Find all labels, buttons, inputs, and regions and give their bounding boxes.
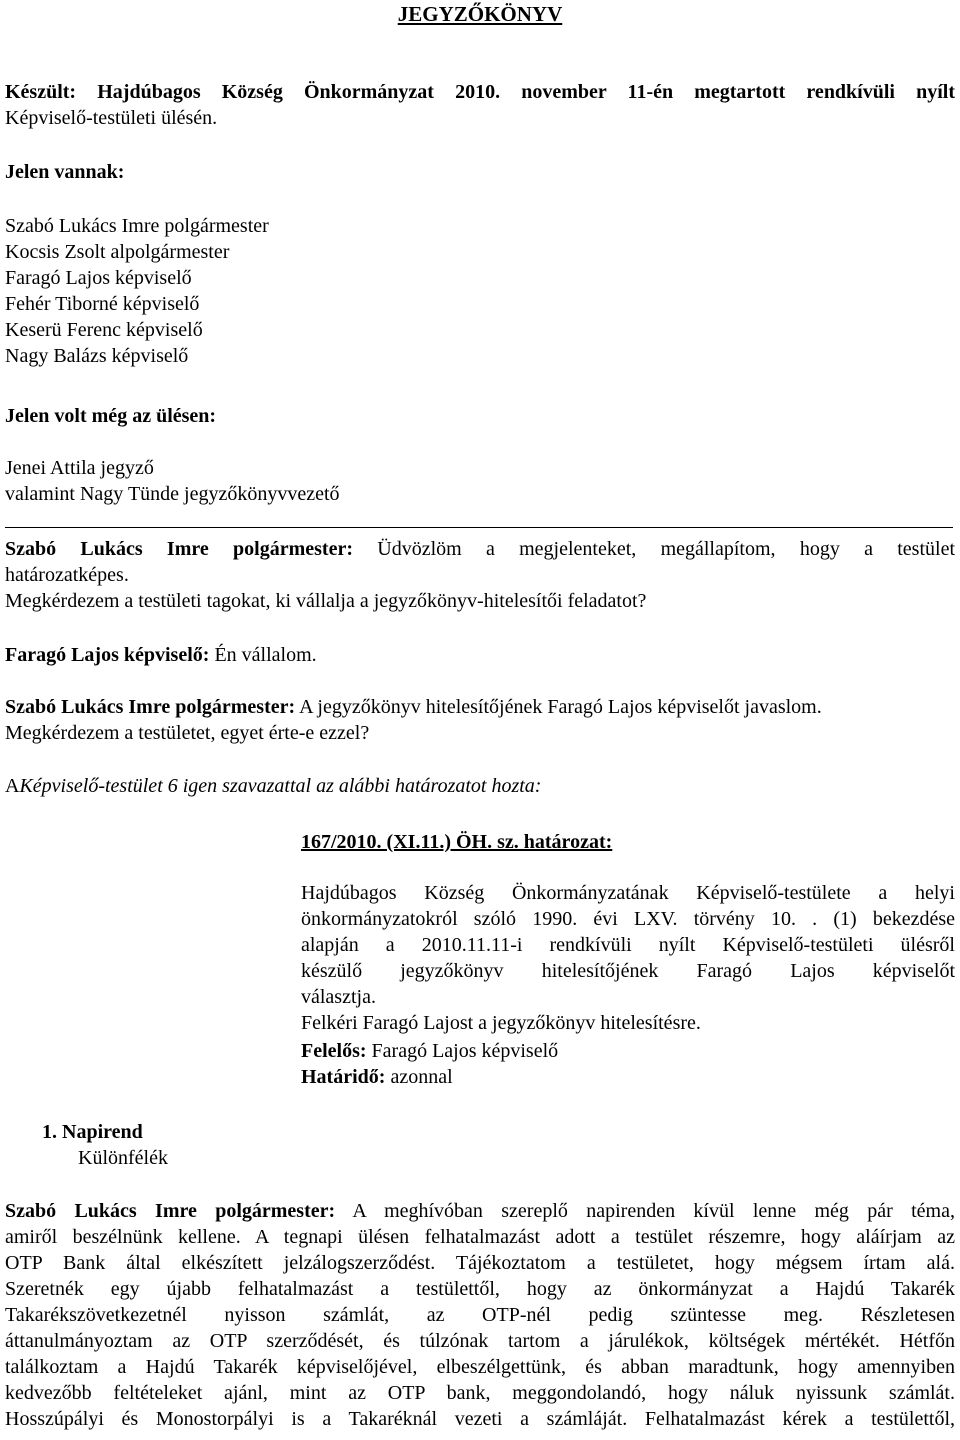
document-title: JEGYZŐKÖNYV [397,2,563,26]
p4-line: Takarékszövetkezetnél nyisson számlát, az OTP-nél pedig szüntesse meg. Részletesen [5,1304,955,1326]
speaker-label: Szabó Lukács Imre polgármester: [5,696,296,718]
present-heading: Jelen vannak: [5,161,125,183]
present-member: Faragó Lajos képviselő [5,267,192,289]
resolution-number: 167/2010. (XI.11.) ÖH. sz. határozat: [301,831,613,853]
also-present-member: valamint Nagy Tünde jegyzőkönyvvezető [5,483,340,505]
vote-prefix: A [5,775,20,797]
vote-line [5,773,541,799]
also-present-member: Jenei Attila jegyző [5,457,154,479]
resolution-request: Felkéri Faragó Lajost a jegyzőkönyv hitelesítésre. [301,1012,701,1034]
also-present-heading: Jelen volt még az ülésen: [5,405,217,427]
p4-line: kedvezőbb feltételeket ajánl, mint az OTP bank, meggondolandó, hogy náluk nyissunk számlát. [5,1382,955,1404]
resolution-deadline [301,1064,453,1090]
intro-label: Készült: [5,81,77,103]
speaker-label: Faragó Lajos képviselő: [5,644,210,666]
resolution-responsible [301,1038,558,1064]
intro-text: Hajdúbagos Község Önkormányzat 2010. november 11-én megtartott rendkívüli nyílt [97,81,956,103]
speaker-label: Szabó Lukács Imre polgármester: [5,538,353,560]
p4-line: Szeretnék egy újabb felhatalmazást a testülettől, hogy az önkormányzat a Hajdú Takarék [5,1278,955,1300]
p3-line-1 [5,694,822,720]
separator-line [5,527,953,528]
p4-line-1 [5,1198,955,1224]
agenda-number: 1. Napirend [42,1121,143,1143]
resolution-line: Hajdúbagos Község Önkormányzatának Képviselő-testülete a helyi [301,882,955,904]
present-member: Nagy Balázs képviselő [5,345,189,367]
p3-text: A jegyzőkönyv hitelesítőjének Faragó Lajos képviselőt javaslom. [299,696,822,718]
resolution-line: választja. [301,986,376,1008]
intro-line-2: Képviselő-testületi ülésén. [5,107,218,129]
present-member: Fehér Tiborné képviselő [5,293,200,315]
vote-text: Képviselő-testület 6 igen szavazattal az alábbi határozatot hozta: [19,775,542,797]
present-member: Keserü Ferenc képviselő [5,319,203,341]
p4-line: OTP Bank által elkészített jelzálogszerződést. Tájékoztatom a testületet, hogy mégsem írtam alá. [5,1252,955,1274]
present-member: Kocsis Zsolt alpolgármester [5,241,230,263]
p1-line-2: határozatképes. [5,564,129,586]
responsible-label: Felelős: [301,1040,367,1062]
agenda-title: Különfélék [78,1147,168,1169]
deadline-value: azonnal [390,1066,453,1088]
p4-line: Hosszúpályi és Monostorpályi is a Takaréknál vezeti a számláját. Felhatalmazást kérek a testülettől, [5,1408,955,1430]
p4-line: találkoztam a Hajdú Takarék képviselőjével, elbeszélgettünk, és abban maradtunk, hogy amennyiben [5,1356,955,1378]
p1-line-1 [5,536,955,562]
resolution-line: alapján a 2010.11.11-i rendkívüli nyílt Képviselő-testületi ülésről [301,934,955,956]
resolution-line: készülő jegyzőkönyv hitelesítőjének Faragó Lajos képviselőt [301,960,955,982]
p4-text: A meghívóban szereplő napirenden kívül lenne még pár téma, [352,1200,955,1222]
p1-text: Üdvözlöm a megjelenteket, megállapítom, hogy a testület [377,538,956,560]
speaker-label: Szabó Lukács Imre polgármester: [5,1200,336,1222]
intro-line-1 [5,79,955,105]
resolution-line: önkormányzatokról szóló 1990. évi LXV. törvény 10. . (1) bekezdése [301,908,955,930]
responsible-value: Faragó Lajos képviselő [371,1040,559,1062]
p4-line: amiről beszélnünk kellene. A tegnapi ülésen felhatalmazást adott a testület részemre, hogy aláírjam az [5,1226,955,1248]
deadline-label: Határidő: [301,1066,386,1088]
present-member: Szabó Lukács Imre polgármester [5,215,269,237]
p3-line-2: Megkérdezem a testületet, egyet érte-e ezzel? [5,722,370,744]
p4-line: áttanulmányoztam az OTP szerződését, és túlzónak tartom a járulékok, költségek mértékét. Hétfőn [5,1330,955,1352]
p2-line [5,642,317,668]
p2-text: Én vállalom. [214,644,317,666]
p1-line-3: Megkérdezem a testületi tagokat, ki vállalja a jegyzőkönyv-hitelesítői feladatot? [5,590,647,612]
